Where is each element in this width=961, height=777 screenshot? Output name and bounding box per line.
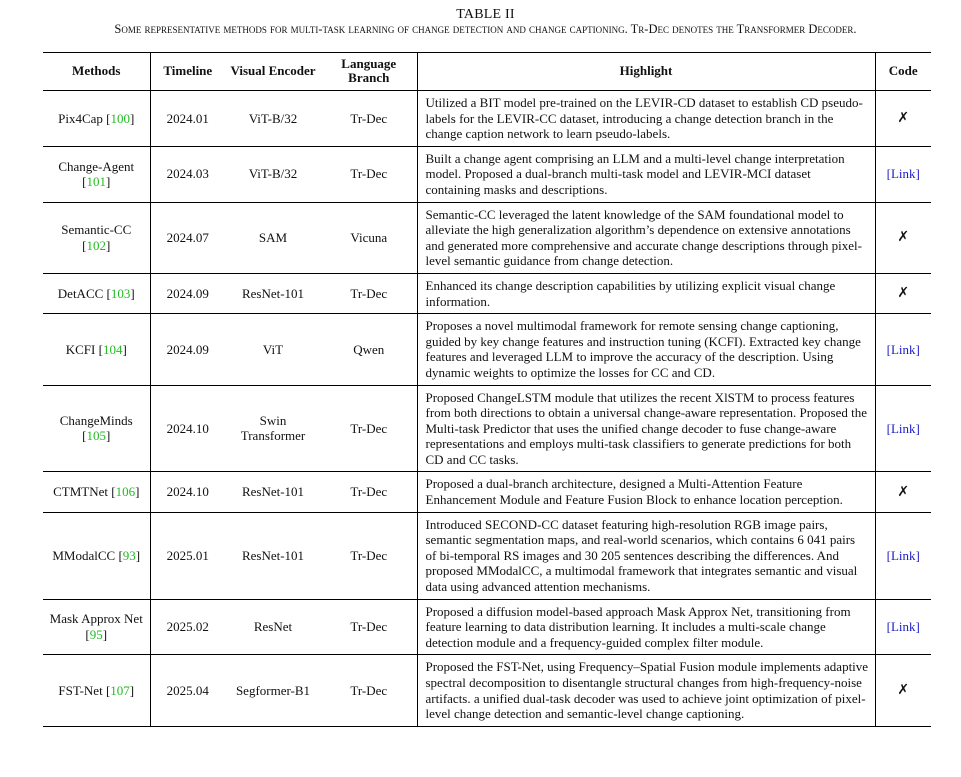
cross-mark-icon: ✗	[897, 286, 910, 302]
branch-cell: Tr-Dec	[321, 655, 417, 726]
table-row	[43, 146, 931, 202]
citation-link[interactable]: 102	[86, 237, 106, 253]
highlight-cell: Proposed ChangeLSTM module that utilizes the recent XlSTM to process features from both directions to obtain a universal change-aware representation. Proposed the Multi-task Predictor that uses the unified change decoder to fuse change-aware representations and employs multi-task classifiers to generate predictions for both CD and CC tasks.	[417, 385, 875, 472]
method-name: CTMTNet	[53, 484, 108, 500]
branch-cell: Tr-Dec	[321, 91, 417, 147]
encoder-cell: ViT	[262, 341, 284, 357]
header-methods: Methods	[43, 53, 150, 91]
citation-link[interactable]: 101	[86, 174, 106, 190]
encoder-cell: ViT-B/32	[248, 166, 298, 182]
table-body	[43, 91, 931, 727]
method-name: KCFI	[65, 341, 96, 357]
methods-table	[43, 52, 931, 727]
method-cell: Mask Approx Net [95]	[43, 599, 150, 655]
cross-mark-icon: ✗	[897, 683, 910, 699]
encoder-cell: ResNet-101	[241, 484, 305, 500]
encoder-cell: Segformer-B1	[235, 682, 311, 698]
timeline-cell: 2025.04	[166, 682, 209, 698]
code-cell	[875, 385, 931, 472]
method-name: Change-Agent	[58, 158, 135, 174]
encoder-cell: ViT-B/32	[248, 110, 298, 126]
branch-cell: Tr-Dec	[321, 599, 417, 655]
header-language-branch: Language Branch	[321, 53, 417, 91]
code-cell	[875, 599, 931, 655]
highlight-cell: Introduced SECOND-CC dataset featuring high-resolution RGB image pairs, semantic segmentation maps, and real-world scenarios, which contains 6 041 pairs of bi-temporal RS images and 30 205 sentences describing the differences. And proposed MModalCC, a multimodal framework that integrates semantic and visual data using advanced attention mechanisms.	[417, 512, 875, 599]
method-cell: MModalCC [93]	[43, 512, 150, 599]
table-caption: Some representative methods for multi-task learning of change detection and change captioning. Tr-Dec denotes the Transformer Decoder.	[114, 22, 857, 36]
encoder-cell: ResNet-101	[241, 285, 305, 301]
table-row	[43, 385, 931, 472]
table-row	[43, 655, 931, 726]
citation-link[interactable]: 107	[110, 682, 130, 698]
header-highlight: Highlight	[417, 53, 875, 91]
timeline-cell: 2025.01	[166, 547, 209, 563]
method-name: Semantic-CC	[61, 222, 132, 238]
method-cell: Pix4Cap [100]	[43, 91, 150, 147]
highlight-cell: Proposed a diffusion model-based approach Mask Approx Net, transitioning from feature learning to data distribution learning. It includes a multi-scale change detection module and a frequency-guided complex filter module.	[417, 599, 875, 655]
code-cell	[875, 655, 931, 726]
citation-link[interactable]: 103	[110, 285, 131, 301]
method-name: MModalCC	[52, 547, 116, 563]
citation-link[interactable]: 105	[86, 428, 106, 444]
branch-cell: Vicuna	[321, 202, 417, 273]
code-link[interactable]: [Link]	[886, 619, 920, 635]
citation-link[interactable]: 93	[122, 547, 136, 563]
method-name: DetACC	[57, 285, 104, 301]
code-cell	[875, 202, 931, 273]
branch-cell: Tr-Dec	[321, 472, 417, 512]
highlight-cell: Enhanced its change description capabilities by utilizing explicit visual change information.	[417, 273, 875, 313]
header-timeline: Timeline	[163, 63, 213, 78]
code-cell	[875, 273, 931, 313]
header-visual-encoder: Visual Encoder	[230, 63, 316, 78]
method-name: FST-Net	[58, 682, 103, 698]
encoder-cell: ResNet-101	[241, 547, 305, 563]
table-row	[43, 273, 931, 313]
timeline-cell: 2024.10	[166, 484, 209, 500]
timeline-cell: 2025.02	[166, 619, 209, 635]
citation-link[interactable]: 106	[115, 484, 136, 500]
highlight-cell: Semantic-CC leveraged the latent knowledge of the SAM foundational model to alleviate the high generalization algorithm’s dependence on extensive annotations and generated more comprehensive and accurate change descriptions through pixel-level semantic guidance from change detection.	[417, 202, 875, 273]
timeline-cell: 2024.09	[166, 285, 209, 301]
table-row	[43, 512, 931, 599]
timeline-cell: 2024.03	[166, 166, 209, 182]
timeline-cell: 2024.07	[166, 229, 209, 245]
highlight-cell: Utilized a BIT model pre-trained on the LEVIR-CD dataset to establish CD pseudo-labels for the LEVIR-CC dataset, introducing a change detection branch in the change caption network to learn pseudo-labels.	[417, 91, 875, 147]
method-cell: CTMTNet [106]	[43, 472, 150, 512]
table-row	[43, 314, 931, 385]
method-cell: DetACC [103]	[43, 273, 150, 313]
highlight-cell: Built a change agent comprising an LLM and a multi-level change interpretation model. Proposed a dual-branch multi-task model and LEVIR-MCI dataset containing masks and descriptions.	[417, 146, 875, 202]
highlight-cell: Proposed a dual-branch architecture, designed a Multi-Attention Feature Enhancement Module and Feature Fusion Block to enhance location perception.	[417, 472, 875, 512]
citation-link[interactable]: 95	[89, 627, 103, 643]
method-cell: Semantic-CC [102]	[43, 202, 150, 273]
branch-cell: Tr-Dec	[321, 385, 417, 472]
cross-mark-icon: ✗	[897, 484, 910, 500]
header-code: Code	[888, 63, 918, 78]
method-name: Pix4Cap	[58, 110, 103, 126]
table-row	[43, 91, 931, 147]
method-cell: ChangeMinds [105]	[43, 385, 150, 472]
table-number: TABLE II	[456, 7, 515, 22]
timeline-cell: 2024.01	[166, 110, 209, 126]
encoder-cell: ResNet	[253, 619, 293, 635]
highlight-cell: Proposes a novel multimodal framework for remote sensing change captioning, guided by key change features and instruction tuning (KCFI). Extracted key change features and leveraged LLM to improve the accuracy of the description. Using dynamic weights to optimize the losses for CC and CD.	[417, 314, 875, 385]
method-cell: Change-Agent [101]	[43, 146, 150, 202]
code-link[interactable]: [Link]	[886, 166, 920, 182]
branch-cell: Qwen	[321, 314, 417, 385]
highlight-cell: Proposed the FST-Net, using Frequency–Spatial Fusion module implements adaptive spectral decomposition to disentangle structural changes from high-frequency-noise artifacts. a unified dual-task decoder was used to achieve joint optimization of pixel-level change detection and semantic-level change captioning.	[417, 655, 875, 726]
citation-link[interactable]: 100	[110, 110, 131, 126]
code-cell	[875, 314, 931, 385]
method-cell: KCFI [104]	[43, 314, 150, 385]
table-row	[43, 599, 931, 655]
table-row	[43, 202, 931, 273]
code-cell	[875, 146, 931, 202]
branch-cell: Tr-Dec	[321, 146, 417, 202]
cross-mark-icon: ✗	[897, 230, 910, 246]
timeline-cell: 2024.09	[166, 341, 209, 357]
code-cell	[875, 472, 931, 512]
encoder-cell: SAM	[258, 229, 288, 245]
table-row	[43, 472, 931, 512]
code-link[interactable]: [Link]	[886, 420, 920, 436]
citation-link[interactable]: 104	[102, 341, 123, 357]
table-header-row	[43, 53, 931, 91]
code-link[interactable]: [Link]	[886, 547, 920, 563]
method-cell: FST-Net [107]	[43, 655, 150, 726]
branch-cell: Tr-Dec	[321, 512, 417, 599]
cross-mark-icon: ✗	[897, 111, 910, 127]
code-cell	[875, 512, 931, 599]
code-link[interactable]: [Link]	[886, 341, 920, 357]
branch-cell: Tr-Dec	[321, 273, 417, 313]
timeline-cell: 2024.10	[166, 420, 209, 436]
method-name: Mask Approx Net	[49, 611, 143, 627]
code-cell	[875, 91, 931, 147]
encoder-cell: Swin Transformer	[240, 412, 306, 444]
method-name: ChangeMinds	[59, 412, 133, 428]
